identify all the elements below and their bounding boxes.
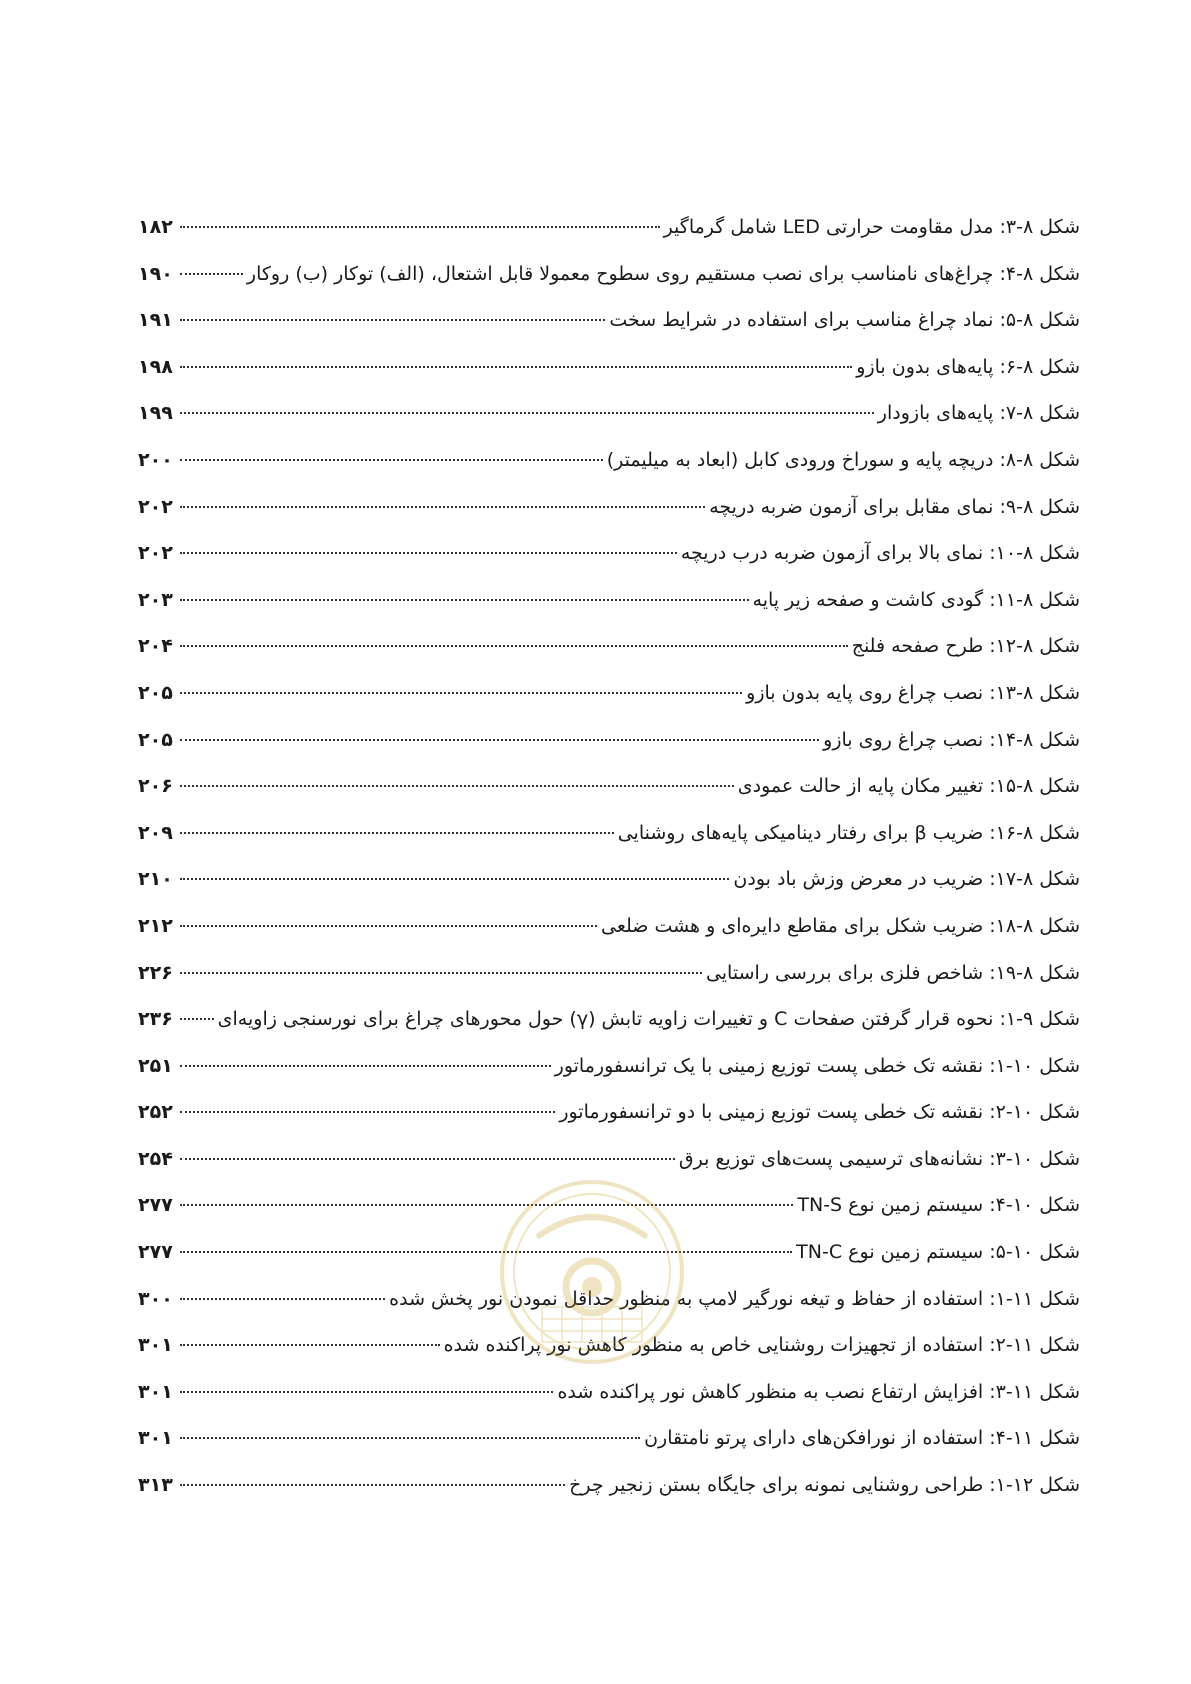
toc-entry[interactable]: [138, 448, 1080, 495]
toc-entry-page: ۳۰۰: [138, 1287, 173, 1310]
toc-entry-title: شکل ۸-۷: پایه‌های بازودار: [877, 402, 1080, 425]
toc-entry[interactable]: [138, 355, 1080, 402]
toc-entry-title: شکل ۸-۵: نماد چراغ مناسب برای استفاده در شرایط سخت: [609, 309, 1080, 332]
dot-leader: [180, 1251, 792, 1253]
dot-leader: [180, 878, 729, 880]
toc-entry-title: شکل ۸-۱۶: ضریب β برای رفتار دینامیکی پایه‌های روشنایی: [617, 821, 1080, 844]
toc-entry[interactable]: [138, 541, 1080, 588]
toc-entry[interactable]: [138, 1473, 1080, 1520]
toc-entry-title: شکل ۱۲-۱: طراحی روشنایی نمونه برای جایگاه بستن زنجیر چرخ: [569, 1474, 1080, 1497]
dot-leader: [180, 506, 705, 508]
toc-entry-page: ۲۱۲: [138, 914, 173, 937]
toc-entry[interactable]: [138, 1380, 1080, 1427]
toc-entry-page: ۱۹۸: [138, 355, 173, 378]
toc-entry[interactable]: [138, 1007, 1080, 1054]
toc-entry-title: شکل ۸-۱۸: ضریب شکل برای مقاطع دایره‌ای و هشت ضلعی: [600, 914, 1080, 937]
toc-entry-title: شکل ۸-۱۵: تغییر مکان پایه از حالت عمودی: [737, 775, 1080, 798]
toc-entry-page: ۱۹۹: [138, 402, 173, 425]
toc-entry[interactable]: [138, 1054, 1080, 1101]
toc-entry-title: شکل ۱۱-۱: استفاده از حفاظ و تیغه نورگیر لامپ به منظور حداقل نمودن نور پخش شده: [389, 1287, 1080, 1310]
dot-leader: [180, 599, 749, 601]
toc-entry-page: ۲۰۲: [138, 495, 173, 518]
toc-entry-title: شکل ۱۰-۵: سیستم زمین نوع TN-C: [796, 1241, 1080, 1264]
toc-entry-page: ۲۰۰: [138, 448, 173, 471]
toc-entry-page: ۲۰۳: [138, 588, 173, 611]
toc-entry[interactable]: [138, 867, 1080, 914]
toc-entry-page: ۲۱۰: [138, 868, 173, 891]
toc-entry[interactable]: [138, 495, 1080, 542]
toc-entry-title: شکل ۱۱-۴: استفاده از نورافکن‌های دارای پرتو نامتقارن: [644, 1427, 1080, 1450]
toc-entry[interactable]: [138, 1147, 1080, 1194]
toc-entry-title: شکل ۱۰-۲: نقشه تک خطی پست توزیع زمینی با دو ترانسفورماتور: [559, 1101, 1080, 1124]
toc-entry-title: شکل ۸-۱۱: گودی کاشت و صفحه زیر پایه: [752, 588, 1080, 611]
dot-leader: [180, 459, 603, 461]
dot-leader: [180, 785, 734, 787]
dot-leader: [180, 366, 852, 368]
toc-entry[interactable]: [138, 401, 1080, 448]
toc-entry-title: شکل ۸-۹: نمای مقابل برای آزمون ضربه دریچه: [709, 495, 1080, 518]
toc-entry[interactable]: [138, 262, 1080, 309]
toc-entry[interactable]: [138, 588, 1080, 635]
toc-entry[interactable]: [138, 821, 1080, 868]
toc-entry-title: شکل ۸-۱۹: شاخص فلزی برای بررسی راستایی: [705, 961, 1080, 984]
dot-leader: [180, 226, 660, 228]
toc-entry-page: ۲۰۹: [138, 821, 173, 844]
toc-entry-page: ۲۵۲: [138, 1101, 173, 1124]
toc-entry-title: شکل ۸-۱۷: ضریب در معرض وزش باد بودن: [733, 868, 1080, 891]
dot-leader: [180, 972, 702, 974]
toc-entry-title: شکل ۸-۶: پایه‌های بدون بازو: [856, 355, 1080, 378]
toc-entry[interactable]: [138, 1100, 1080, 1147]
toc-entry-page: ۱۹۱: [138, 309, 173, 332]
toc-entry-page: ۲۳۶: [138, 1008, 173, 1031]
dot-leader: [180, 273, 243, 275]
dot-leader: [180, 692, 742, 694]
toc-entry[interactable]: [138, 961, 1080, 1008]
toc-entry-page: ۲۰۵: [138, 681, 173, 704]
toc-entry-page: ۲۵۱: [138, 1054, 173, 1077]
toc-entry[interactable]: [138, 1426, 1080, 1473]
toc-entry[interactable]: [138, 308, 1080, 355]
toc-entry[interactable]: [138, 728, 1080, 775]
dot-leader: [180, 1018, 214, 1020]
dot-leader: [180, 1204, 793, 1206]
toc-entry[interactable]: [138, 1333, 1080, 1380]
dot-leader: [180, 739, 819, 741]
toc-entry-title: شکل ۸-۱۴: نصب چراغ روی بازو: [823, 728, 1080, 751]
dot-leader: [180, 1111, 555, 1113]
toc-entry-title: شکل ۱۰-۳: نشانه‌های ترسیمی پست‌های توزیع برق: [678, 1147, 1080, 1170]
toc-entry-page: ۳۰۱: [138, 1334, 173, 1357]
toc-entry[interactable]: [138, 634, 1080, 681]
toc-entry-page: ۲۰۵: [138, 728, 173, 751]
toc-entry-page: ۳۰۱: [138, 1380, 173, 1403]
toc-entry-page: ۲۲۶: [138, 961, 173, 984]
toc-entry-title: شکل ۱۱-۳: افزایش ارتفاع نصب به منظور کاهش نور پراکنده شده: [557, 1380, 1080, 1403]
toc-entry-title: شکل ۸-۴: چراغ‌های نامناسب برای نصب مستقیم روی سطوح معمولا قابل اشتعال، (الف) توکار (ب) روکار: [246, 262, 1080, 285]
toc-entry-page: ۲۰۲: [138, 542, 173, 565]
toc-entry-page: ۲۷۷: [138, 1241, 173, 1264]
dot-leader: [180, 925, 597, 927]
dot-leader: [180, 552, 677, 554]
dot-leader: [180, 1298, 385, 1300]
toc-entry-title: شکل ۱۱-۲: استفاده از تجهیزات روشنایی خاص به منظور کاهش نور پراکنده شده: [443, 1334, 1080, 1357]
toc-entry-page: ۲۰۴: [138, 635, 173, 658]
toc-entry-page: ۱۸۲: [138, 216, 173, 238]
toc-entry-page: ۲۰۶: [138, 775, 173, 798]
toc-entry[interactable]: [138, 681, 1080, 728]
toc-entry[interactable]: [138, 774, 1080, 821]
toc-entry-page: ۲۵۴: [138, 1147, 173, 1170]
toc-entry-title: شکل ۸-۱۲: طرح صفحه فلنج: [851, 635, 1080, 658]
dot-leader: [180, 319, 605, 321]
toc-entry[interactable]: [138, 215, 1080, 262]
toc-entry-title: شکل ۸-۱۳: نصب چراغ روی پایه بدون بازو: [746, 681, 1080, 704]
dot-leader: [180, 645, 848, 647]
dot-leader: [180, 1158, 675, 1160]
toc-entry-page: ۳۰۱: [138, 1427, 173, 1450]
toc-entry-title: شکل ۹-۱: نحوه قرار گرفتن صفحات C و تغییرات زاویه تابش (γ) حول محورهای چراغ برای نورسنجی زاویه‌ای: [217, 1008, 1080, 1031]
dot-leader: [180, 412, 874, 414]
toc-entry-page: ۲۷۷: [138, 1194, 173, 1217]
dot-leader: [180, 1484, 565, 1486]
toc-entry-title: شکل ۱۰-۴: سیستم زمین نوع TN-S: [797, 1194, 1080, 1217]
toc-entry-title: شکل ۱۰-۱: نقشه تک خطی پست توزیع زمینی با یک ترانسفورماتور: [554, 1054, 1080, 1077]
dot-leader: [180, 1391, 553, 1393]
toc-entry[interactable]: [138, 1240, 1080, 1287]
toc-entry-title: شکل ۸-۳: مدل مقاومت حرارتی LED شامل گرماگیر: [663, 216, 1080, 238]
dot-leader: [180, 1065, 551, 1067]
toc-entry-title: شکل ۸-۱۰: نمای بالا برای آزمون ضربه درب دریچه: [680, 542, 1080, 565]
dot-leader: [180, 1344, 440, 1346]
toc-entry[interactable]: [138, 1193, 1080, 1240]
list-of-figures: [138, 215, 1080, 1520]
toc-entry-page: ۱۹۰: [138, 262, 173, 285]
dot-leader: [180, 832, 614, 834]
toc-entry[interactable]: [138, 914, 1080, 961]
toc-entry[interactable]: [138, 1287, 1080, 1334]
toc-entry-page: ۳۱۳: [138, 1474, 173, 1497]
toc-entry-title: شکل ۸-۸: دریچه پایه و سوراخ ورودی کابل (ابعاد به میلیمتر): [606, 448, 1080, 471]
dot-leader: [180, 1437, 640, 1439]
